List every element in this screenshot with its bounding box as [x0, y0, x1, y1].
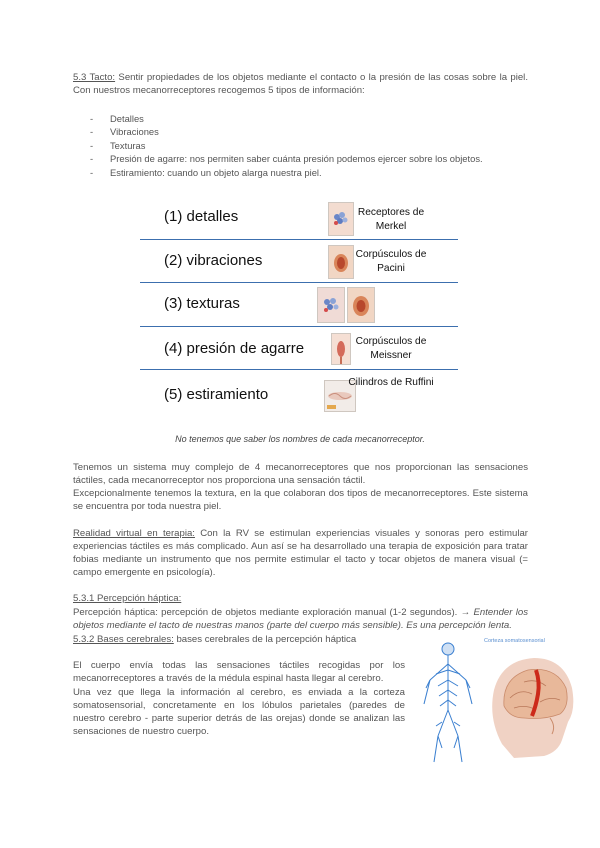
brain-paragraph-2: Una vez que llega la información al cerebro, es enviada a la corteza somatosensorial, concretamente en los lóbulos parietales (paredes de nuestro cerebro - parte superior detrás de las orejas) donde se analizan las sensaciones de nuestro cuerpo. — [73, 687, 405, 737]
list-item: - Texturas — [88, 139, 483, 152]
section-532-heading — [73, 633, 413, 646]
brain-paragraph-1: El cuerpo envía todas las sensaciones táctiles recogidas por los mecanorreceptores a través de la médula espinal hasta llegar al cerebro. — [73, 660, 405, 684]
list-item: - Detalles — [88, 112, 483, 125]
receptor-label: (3) texturas — [164, 295, 240, 312]
haptic-text: Percepción háptica: percepción de objetos mediante exploración manual (1-2 segundos). → — [73, 607, 474, 618]
figure-caption: No tenemos que saber los nombres de cada mecanorreceptor. — [175, 434, 425, 444]
receptor-label: (2) vibraciones — [164, 252, 263, 269]
section-532-text: bases cerebrales de la percepción háptica — [173, 634, 357, 645]
section-531-heading — [73, 592, 528, 605]
mechanoreceptor-paragraph: Tenemos un sistema muy complejo de 4 mecanorreceptores que nos proporcionan las sensaciones táctiles, cada mecanorreceptor nos proporciona una sensación táctil. — [73, 462, 528, 486]
receptor-name: Corpúsculos de Meissner — [355, 336, 427, 361]
vr-paragraph — [73, 527, 528, 579]
receptor-name: Cilindros de Ruffini — [348, 377, 434, 388]
vr-heading: Realidad virtual en terapia: — [73, 528, 195, 539]
receptor-row — [140, 240, 458, 283]
list-item: - Estiramiento: cuando un objeto alarga nuestra piel. — [88, 166, 483, 179]
receptor-row — [140, 197, 458, 240]
nervous-system-figure — [420, 640, 476, 765]
receptor-label: (5) estiramiento — [164, 386, 269, 403]
section-532-title: 5.3.2 Bases cerebrales: — [73, 634, 174, 645]
info-types-list — [88, 112, 483, 179]
section-531-title: 5.3.1 Percepción háptica: — [73, 593, 182, 604]
receptor-name: Corpúsculos de Pacini — [355, 249, 427, 274]
merkel-cell-icon — [318, 288, 344, 322]
vr-text: Con la RV se estimulan experiencias visuales y sonoras pero estimular experiencias táctiles es más complicado. Aun así se ha desarrollado una terapia de exposición para tratar fobias mediante un instrumento que nos permite estimular el tacto y tocar objetos de manera visual (= campo emergente en psicología). — [73, 528, 528, 578]
mechanoreceptor-figure — [140, 197, 458, 425]
receptor-label: (4) presión de agarre — [164, 340, 305, 357]
haptic-italic: Entender los objetos mediante el tacto de nuestras manos (parte del cuerpo más sensible). Es una percepción lenta. — [73, 607, 528, 631]
texture-paragraph: Excepcionalmente tenemos la textura, en la que colaboran dos tipos de mecanorreceptores. Este sistema se encuentra por toda nuestra piel. — [73, 488, 528, 512]
intro-heading: 5.3 Tacto: — [73, 72, 116, 83]
haptic-paragraph — [73, 606, 528, 632]
brain-head-icon — [484, 648, 576, 762]
receptor-row — [140, 370, 458, 424]
receptor-name: Receptores de Merkel — [357, 207, 425, 232]
list-item: - Vibraciones — [88, 125, 483, 138]
cortex-label: Corteza somatosensorial — [484, 638, 545, 644]
brain-figure — [484, 638, 576, 764]
list-item: - Presión de agarre: nos permiten saber cuánta presión podemos ejercer sobre los objetos. — [88, 152, 483, 165]
receptor-label: (1) detalles — [164, 208, 239, 225]
texture-thumbnail-1 — [317, 287, 345, 323]
pacini-corpuscle-icon — [348, 288, 374, 322]
intro-paragraph — [73, 71, 528, 97]
intro-text: Sentir propiedades de los objetos mediante el contacto o la presión de las cosas sobre la piel. Con nuestros mecanorreceptores recogemos 5 tipos de información: — [73, 72, 528, 96]
receptor-row — [140, 283, 458, 327]
texture-thumbnail-2 — [347, 287, 375, 323]
nervous-system-icon — [420, 640, 476, 765]
receptor-row — [140, 327, 458, 370]
